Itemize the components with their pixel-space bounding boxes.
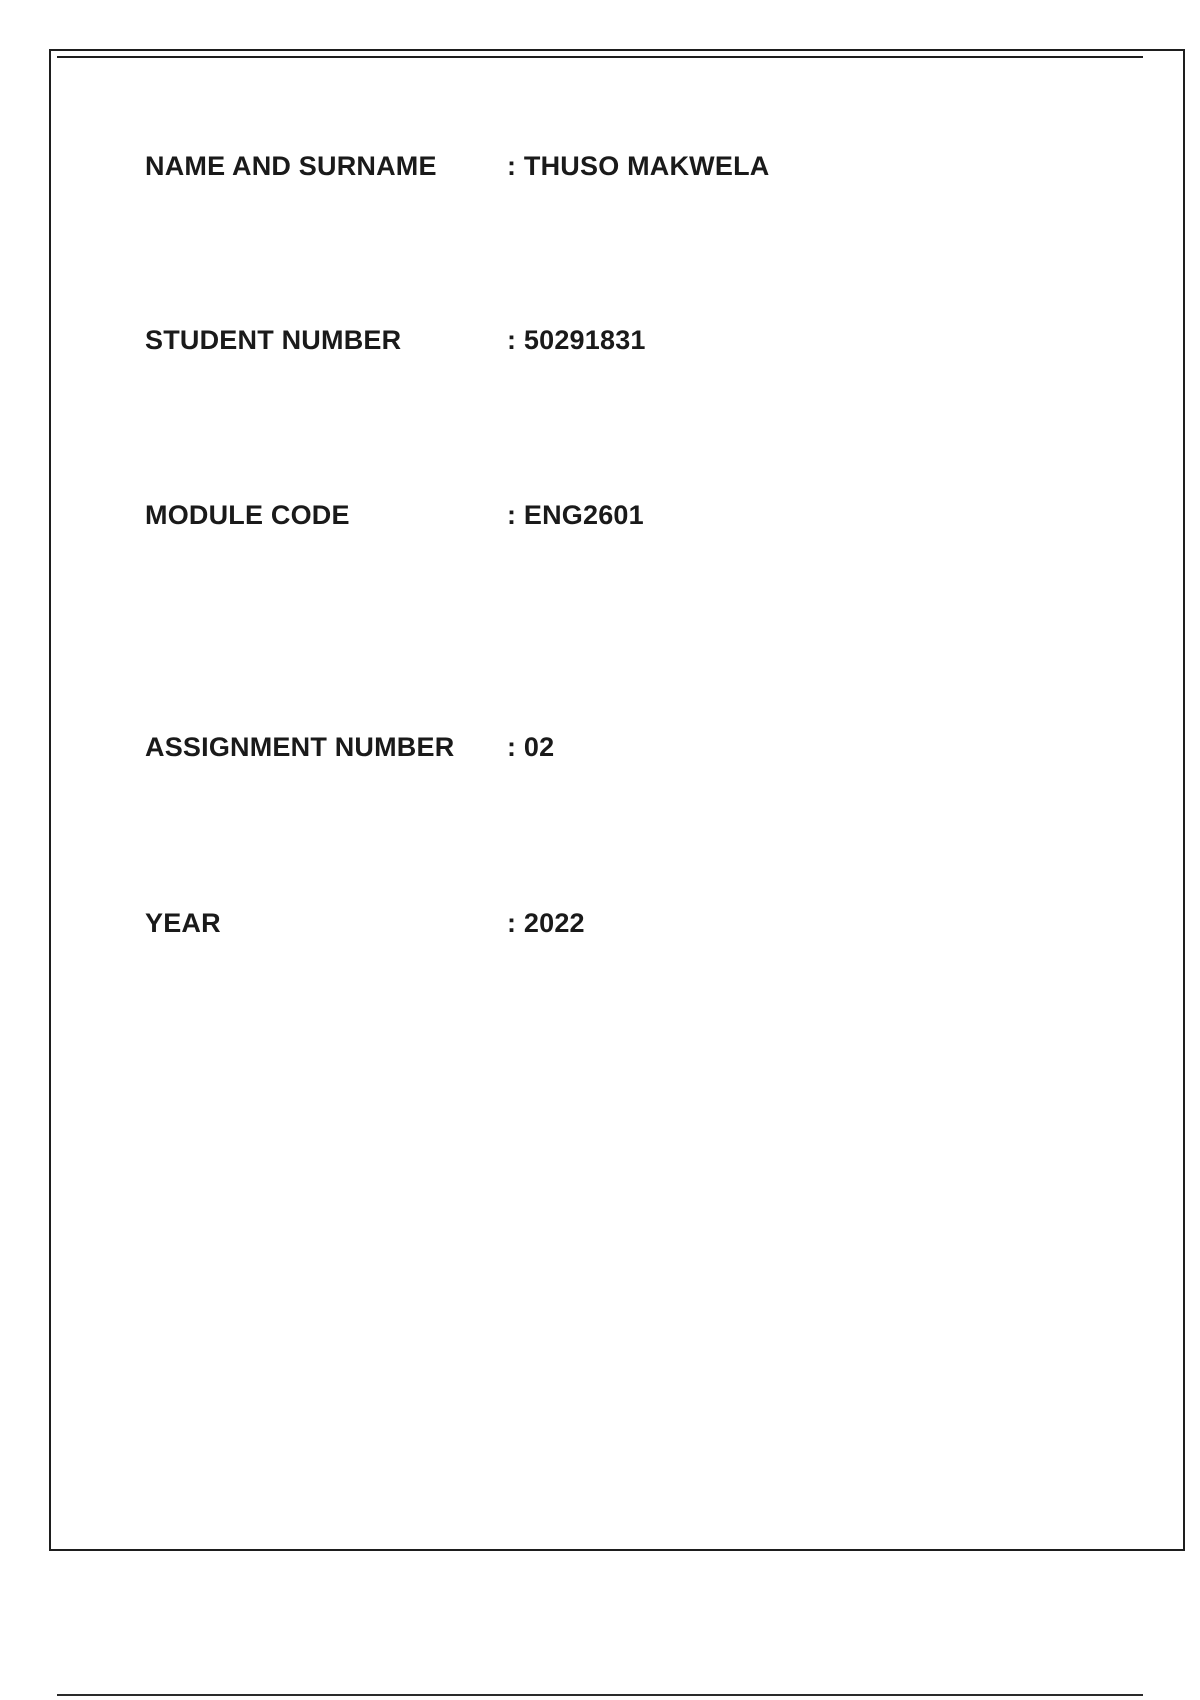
name-label: NAME AND SURNAME [145,151,437,181]
assignment-number-label: ASSIGNMENT NUMBER [145,732,455,762]
student-number-value: : 50291831 [507,325,646,355]
year-field-row [145,903,1045,943]
module-code-label: MODULE CODE [145,500,350,530]
student-number-label: STUDENT NUMBER [145,325,402,355]
module-code-field-row [145,495,1045,535]
footer-rule [57,1694,1143,1696]
assignment-number-field-row [145,727,1045,767]
student-number-field-row [145,320,1045,360]
name-value: : THUSO MAKWELA [507,151,770,181]
assignment-number-value: : 02 [507,732,555,762]
year-label: YEAR [145,908,221,938]
module-code-value: : ENG2601 [507,500,644,530]
year-value: : 2022 [507,908,585,938]
name-field-row [145,146,1045,186]
cover-page-border [49,49,1185,1551]
